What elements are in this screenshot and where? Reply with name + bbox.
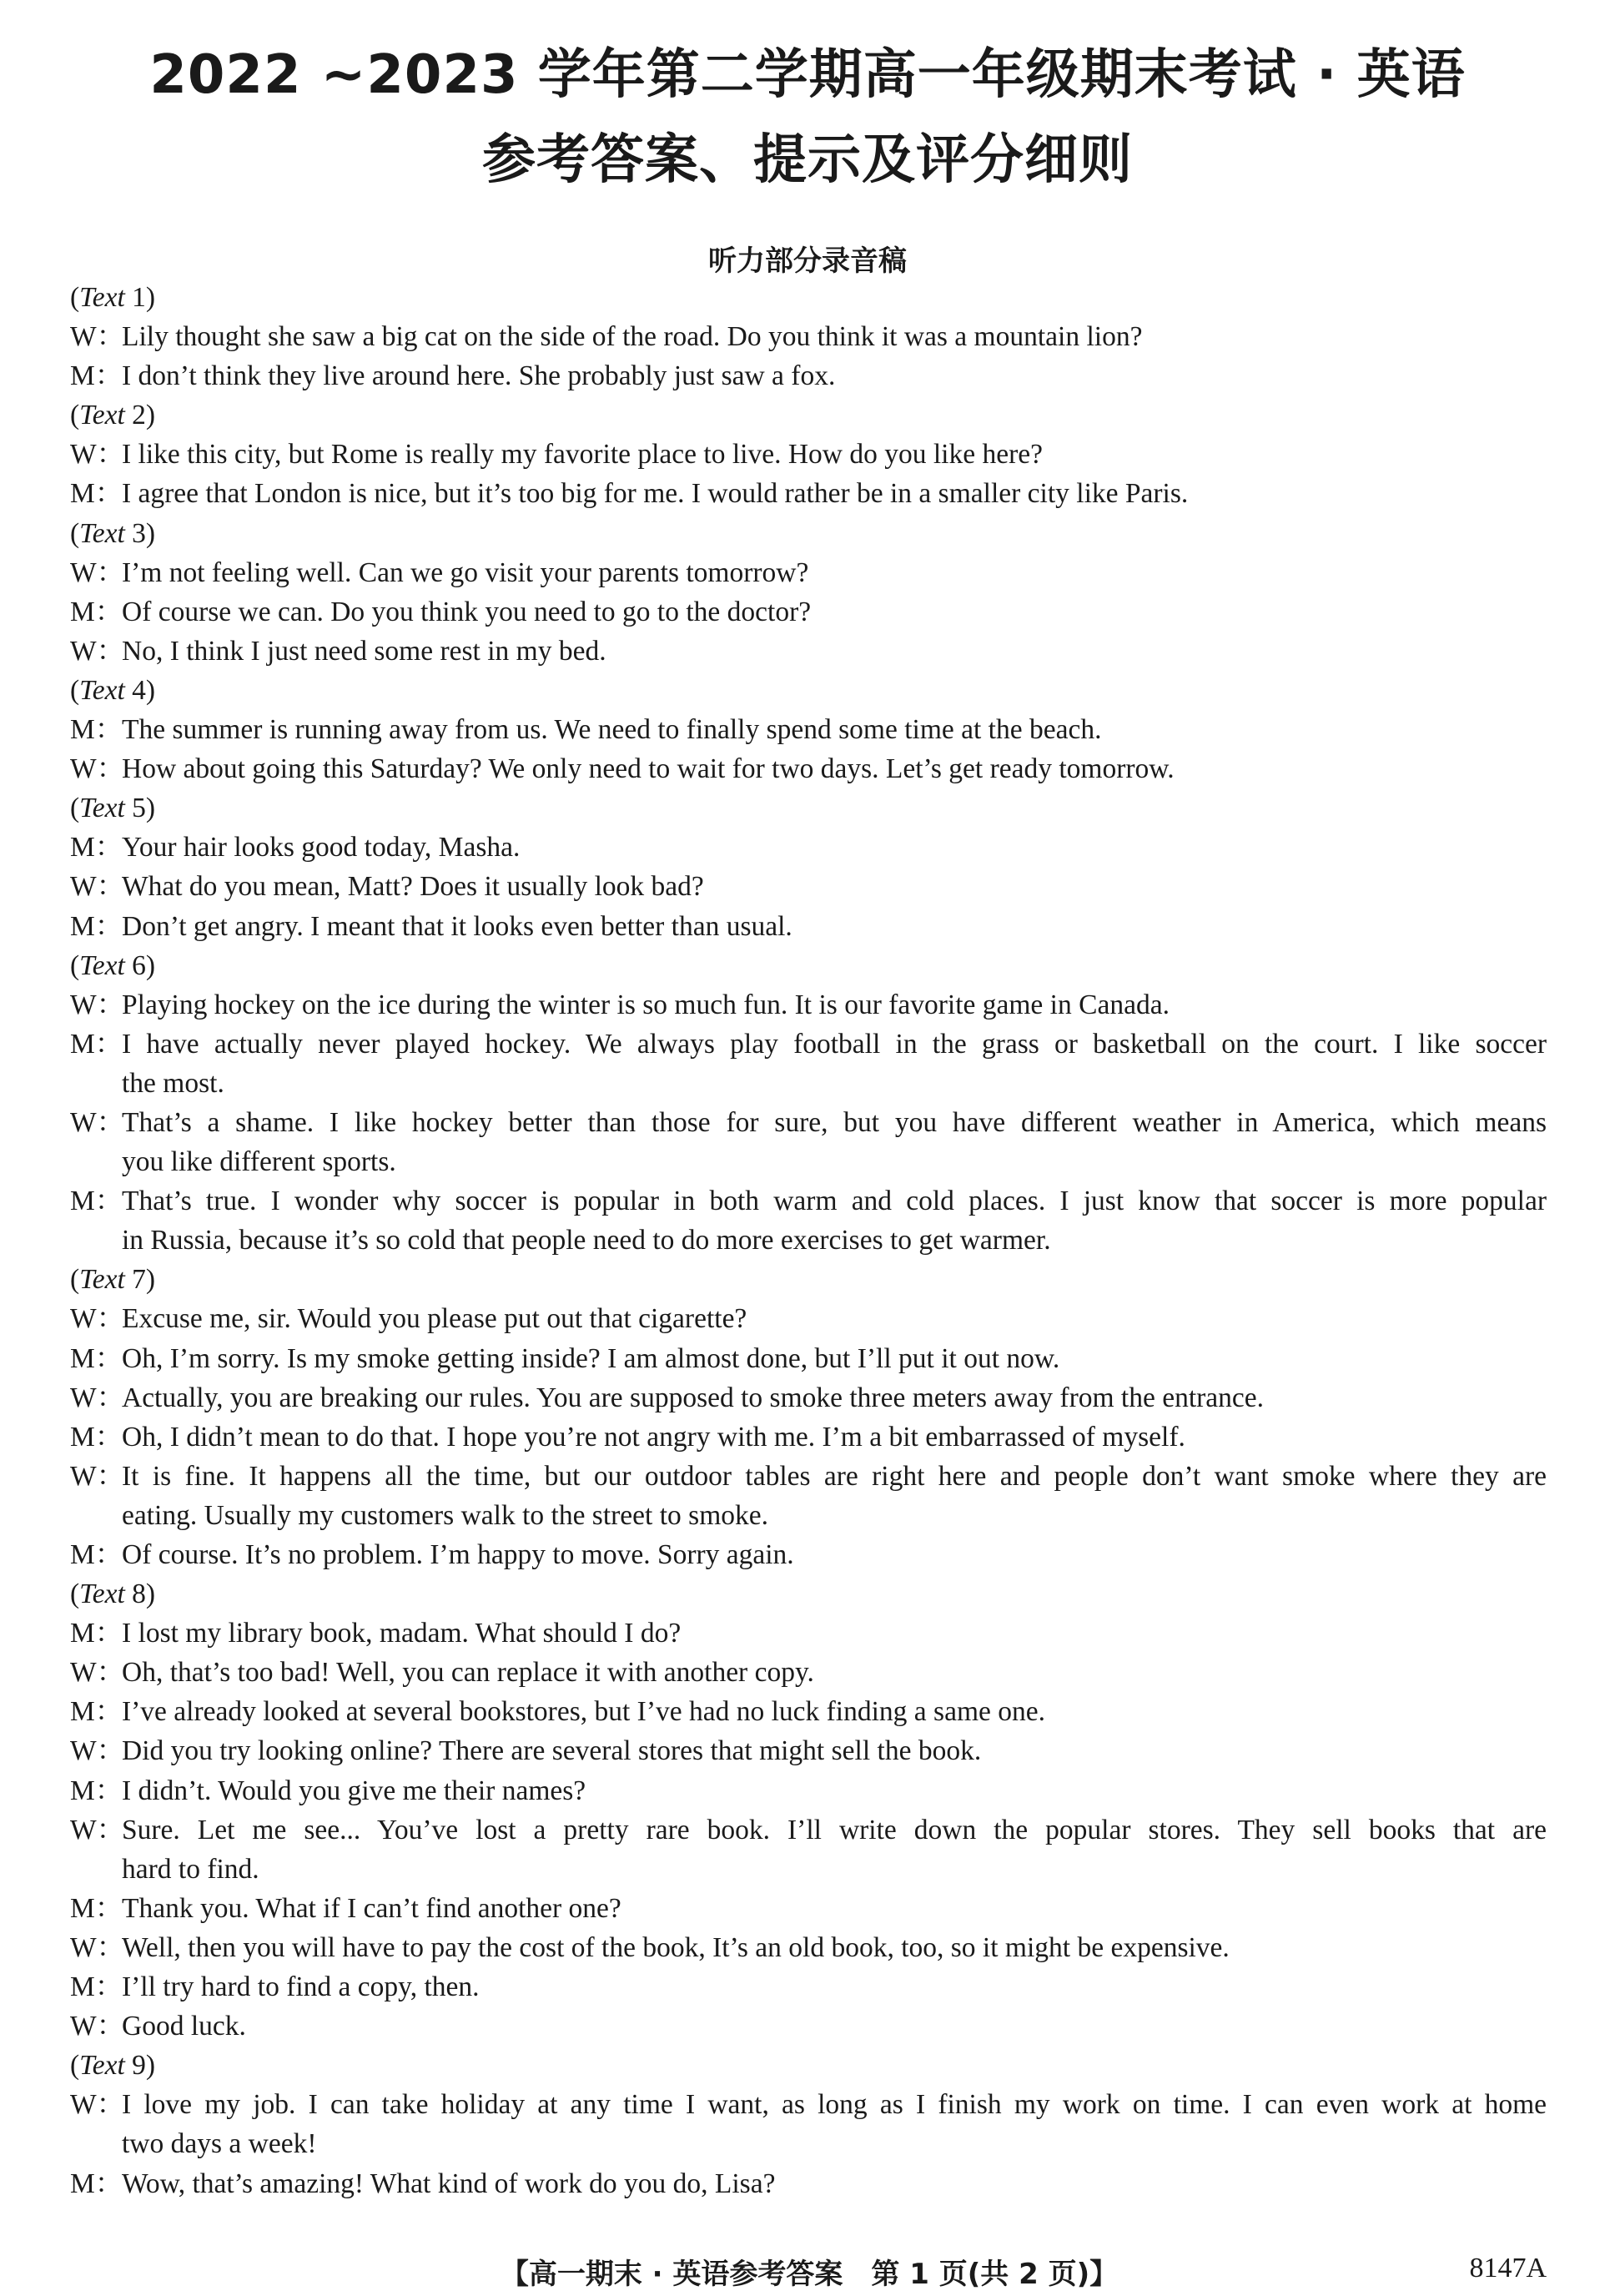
- speaker-label: M：: [70, 1028, 123, 1060]
- dialogue-line: [70, 1181, 1547, 1221]
- speaker-label: M：: [70, 1539, 123, 1570]
- dialogue-text: Your hair looks good today, Masha.: [122, 832, 521, 864]
- text-header: (Text 6): [70, 949, 156, 981]
- dialogue-line: [70, 1653, 1547, 1692]
- text-header: (Text 9): [70, 2050, 156, 2082]
- speaker-label: W：: [70, 989, 125, 1020]
- dialogue-text: I’m not feeling well. Can we go visit your parents tomorrow?: [122, 556, 809, 588]
- text-header: (Text 3): [70, 517, 156, 549]
- dialogue-line: [70, 435, 1547, 474]
- speaker-label: W：: [70, 1106, 125, 1138]
- text-header: (Text 5): [70, 793, 156, 824]
- speaker-label: W：: [70, 1931, 125, 1963]
- dialogue-text: How about going this Saturday? We only need to wait for two days. Let’s get ready tomorrow.: [122, 753, 1175, 785]
- speaker-label: W：: [70, 439, 125, 471]
- speaker-label: W：: [70, 2011, 125, 2042]
- dialogue-text: The summer is running away from us. We need to finally spend some time at the beach.: [122, 714, 1102, 746]
- dialogue-line: [70, 1025, 1547, 1064]
- speaker-label: W：: [70, 1460, 125, 1492]
- dialogue-text: It is fine. It happens all the time, but our outdoor tables are right here and people don’t want smoke where they are: [122, 1460, 1547, 1492]
- dialogue-line: [70, 1889, 1547, 1928]
- dialogue-line: [70, 749, 1547, 788]
- dialogue-continuation: hard to find.: [122, 1853, 259, 1885]
- dialogue-text: Wow, that’s amazing! What kind of work do you do, Lisa?: [122, 2168, 776, 2199]
- dialogue-text: Oh, I’m sorry. Is my smoke getting inside? I am almost done, but I’ll put it out now.: [122, 1342, 1060, 1374]
- section-title: 听力部分录音稿: [708, 244, 907, 278]
- dialogue-text: Don’t get angry. I meant that it looks even better than usual.: [122, 910, 792, 942]
- dialogue-line: [70, 1771, 1547, 1810]
- speaker-label: W：: [70, 1382, 125, 1413]
- text-header-label: Text: [79, 400, 125, 431]
- text-header-number: 4: [132, 674, 146, 706]
- text-header-number: 3: [132, 517, 146, 549]
- dialogue-text: I’ll try hard to find a copy, then.: [122, 1971, 480, 2003]
- speaker-label: M：: [70, 1971, 123, 2003]
- dialogue-line: [70, 1967, 1547, 2006]
- dialogue-line: [70, 592, 1547, 632]
- dialogue-line: [70, 1535, 1547, 1574]
- text-header-label: Text: [79, 793, 125, 824]
- dialogue-text: Playing hockey on the ice during the winter is so much fun. It is our favorite game in Canada.: [122, 989, 1170, 1020]
- dialogue-text: Lily thought she saw a big cat on the side of the road. Do you think it was a mountain lion?: [122, 321, 1143, 353]
- speaker-label: W：: [70, 753, 125, 785]
- text-header-number: 8: [132, 1578, 146, 1610]
- dialogue-line: [70, 867, 1547, 906]
- text-header-number: 1: [132, 282, 146, 313]
- text-header-label: Text: [79, 517, 125, 549]
- dialogue-continuation: the most.: [122, 1067, 224, 1099]
- dialogue-continuation: two days a week!: [122, 2128, 317, 2160]
- speaker-label: M：: [70, 1775, 123, 1806]
- dialogue-text: I don’t think they live around here. She probably just saw a fox.: [122, 360, 836, 392]
- speaker-label: M：: [70, 1186, 123, 1217]
- document-subtitle: 参考答案、提示及评分细则: [482, 129, 1133, 191]
- dialogue-line: [70, 317, 1547, 356]
- speaker-label: W：: [70, 1735, 125, 1767]
- dialogue-text: I love my job. I can take holiday at any time I want, as long as I finish my work on time. I can even work at home: [122, 2089, 1547, 2121]
- text-header-number: 5: [132, 793, 146, 824]
- dialogue-line: [70, 985, 1547, 1025]
- dialogue-text: Of course. It’s no problem. I’m happy to move. Sorry again.: [122, 1539, 794, 1570]
- dialogue-line: [70, 1299, 1547, 1338]
- speaker-label: M：: [70, 1342, 123, 1374]
- speaker-label: M：: [70, 478, 123, 510]
- speaker-label: W：: [70, 556, 125, 588]
- dialogue-line: [70, 1339, 1547, 1378]
- text-header-label: Text: [79, 282, 125, 313]
- dialogue-line: [70, 632, 1547, 671]
- dialogue-text: I’ve already looked at several bookstores, but I’ve had no luck finding a same one.: [122, 1696, 1045, 1728]
- dialogue-text: Good luck.: [122, 2011, 246, 2042]
- dialogue-continuation: in Russia, because it’s so cold that people need to do more exercises to get warmer.: [122, 1225, 1051, 1256]
- dialogue-line: [70, 1731, 1547, 1770]
- dialogue-line: [70, 474, 1547, 513]
- speaker-label: M：: [70, 910, 123, 942]
- dialogue-line: [70, 828, 1547, 867]
- dialogue-continuation: you like different sports.: [122, 1146, 396, 1178]
- text-header: (Text 2): [70, 400, 156, 431]
- dialogue-line: [70, 1928, 1547, 1967]
- dialogue-line: [70, 1692, 1547, 1731]
- dialogue-text: Thank you. What if I can’t find another one?: [122, 1892, 621, 1924]
- speaker-label: M：: [70, 1892, 123, 1924]
- dialogue-line: [70, 356, 1547, 395]
- speaker-label: M：: [70, 832, 123, 864]
- speaker-label: W：: [70, 871, 125, 903]
- text-header: (Text 1): [70, 282, 156, 313]
- dialogue-text: I lost my library book, madam. What should I do?: [122, 1618, 682, 1649]
- document-title: 2022 ~2023 学年第二学期高一年级期末考试 · 英语: [149, 44, 1466, 106]
- text-header-label: Text: [79, 2050, 125, 2082]
- dialogue-line: [70, 1378, 1547, 1417]
- speaker-label: M：: [70, 596, 123, 627]
- dialogue-text: Excuse me, sir. Would you please put out that cigarette?: [122, 1303, 747, 1335]
- dialogue-text: Oh, I didn’t mean to do that. I hope you’re not angry with me. I’m a bit embarrassed of myself.: [122, 1421, 1185, 1453]
- footer-code: 8147A: [1469, 2253, 1547, 2283]
- dialogue-text: Of course we can. Do you think you need to go to the doctor?: [122, 596, 812, 627]
- dialogue-line: [70, 2164, 1547, 2203]
- dialogue-text: That’s true. I wonder why soccer is popular in both warm and cold places. I just know that soccer is more popular: [122, 1186, 1547, 1217]
- text-header-number: 7: [132, 1264, 146, 1296]
- dialogue-text: What do you mean, Matt? Does it usually look bad?: [122, 871, 704, 903]
- dialogue-text: Did you try looking online? There are several stores that might sell the book.: [122, 1735, 982, 1767]
- speaker-label: M：: [70, 360, 123, 392]
- dialogue-text: I didn’t. Would you give me their names?: [122, 1775, 586, 1806]
- footer-page-info: 【高一期末 · 英语参考答案 第 1 页(共 2 页)】: [500, 2258, 1119, 2291]
- speaker-label: M：: [70, 714, 123, 746]
- transcript: [70, 278, 1547, 2203]
- text-header-label: Text: [79, 1578, 125, 1610]
- speaker-label: M：: [70, 1421, 123, 1453]
- dialogue-text: Oh, that’s too bad! Well, you can replace it with another copy.: [122, 1657, 814, 1689]
- dialogue-line: [70, 907, 1547, 946]
- dialogue-line: [70, 710, 1547, 749]
- text-header-number: 9: [132, 2050, 146, 2082]
- dialogue-text: I agree that London is nice, but it’s too big for me. I would rather be in a smaller city like Paris.: [122, 478, 1189, 510]
- dialogue-text: Actually, you are breaking our rules. You are supposed to smoke three meters away from the entrance.: [122, 1382, 1265, 1413]
- text-header: (Text 4): [70, 674, 156, 706]
- speaker-label: W：: [70, 1814, 125, 1845]
- text-header: (Text 8): [70, 1578, 156, 1610]
- speaker-label: M：: [70, 1618, 123, 1649]
- speaker-label: W：: [70, 2089, 125, 2121]
- dialogue-line: [70, 1614, 1547, 1653]
- text-header-label: Text: [79, 1264, 125, 1296]
- dialogue-text: That’s a shame. I like hockey better than those for sure, but you have different weather in America, which means: [122, 1106, 1547, 1138]
- page-footer: [0, 2251, 1615, 2293]
- dialogue-text: I like this city, but Rome is really my favorite place to live. How do you like here?: [122, 439, 1043, 471]
- dialogue-text: Sure. Let me see... You’ve lost a pretty rare book. I’ll write down the popular stores. They sell books that are: [122, 1814, 1547, 1845]
- dialogue-line: [70, 1810, 1547, 1850]
- text-header: (Text 7): [70, 1264, 156, 1296]
- text-header-number: 2: [132, 400, 146, 431]
- text-header-label: Text: [79, 949, 125, 981]
- speaker-label: W：: [70, 321, 125, 353]
- speaker-label: M：: [70, 2168, 123, 2199]
- dialogue-line: [70, 553, 1547, 592]
- speaker-label: W：: [70, 1303, 125, 1335]
- dialogue-line: [70, 1103, 1547, 1142]
- dialogue-text: Well, then you will have to pay the cost of the book, It’s an old book, too, so it might be expensive.: [122, 1931, 1230, 1963]
- dialogue-text: No, I think I just need some rest in my bed.: [122, 635, 606, 667]
- dialogue-line: [70, 1417, 1547, 1457]
- dialogue-continuation: eating. Usually my customers walk to the street to smoke.: [122, 1499, 768, 1531]
- text-header-number: 6: [132, 949, 146, 981]
- speaker-label: W：: [70, 635, 125, 667]
- speaker-label: M：: [70, 1696, 123, 1728]
- speaker-label: W：: [70, 1657, 125, 1689]
- dialogue-text: I have actually never played hockey. We always play football in the grass or basketball on the court. I like soccer: [122, 1028, 1547, 1060]
- text-header-label: Text: [79, 674, 125, 706]
- dialogue-line: [70, 2006, 1547, 2046]
- dialogue-line: [70, 2085, 1547, 2124]
- dialogue-line: [70, 1457, 1547, 1496]
